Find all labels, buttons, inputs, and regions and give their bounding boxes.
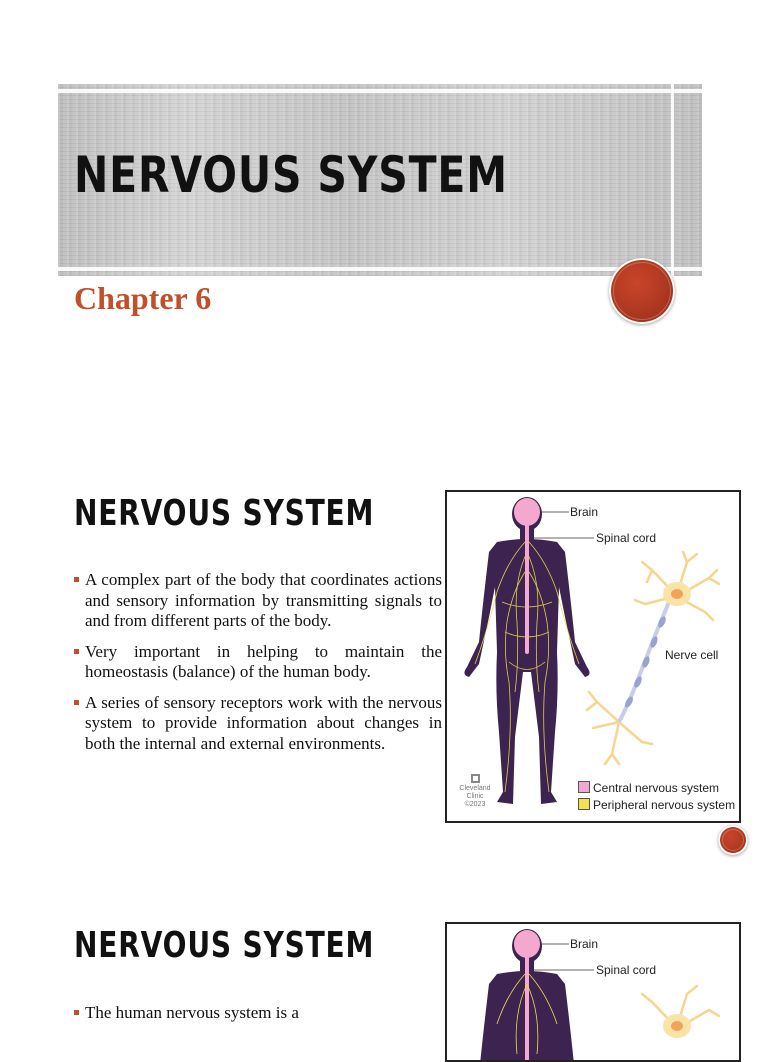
section-heading: NERVOUS SYSTEM [74, 493, 375, 534]
credit-line-1: Cleveland [459, 785, 491, 792]
clinic-logo-icon [471, 774, 480, 783]
label-nerve-cell: Nerve cell [665, 648, 719, 662]
banner-bottom-line [58, 267, 702, 271]
clinic-credit [457, 774, 493, 809]
credit-year: ©2023 [464, 801, 486, 808]
decorative-seal-icon [609, 258, 675, 324]
legend-label-pns: Peripheral nervous system [593, 798, 736, 812]
bullet-item: A complex part of the body that coordinates actions and sensory information by transmitting signals to and from different parts of the body. [74, 570, 442, 632]
credit-line-2: Clinic [466, 793, 484, 800]
legend-swatch-pns [578, 798, 590, 810]
banner-top-line [58, 89, 702, 93]
bullet-item: Very important in helping to maintain the homeostasis (balance) of the human body. [74, 642, 442, 683]
bullet-list [74, 570, 442, 764]
label-spinal-cord: Spinal cord [596, 963, 657, 977]
chapter-subtitle: Chapter 6 [74, 280, 212, 316]
label-spinal-cord: Spinal cord [596, 531, 657, 545]
section-heading: NERVOUS SYSTEM [74, 925, 375, 966]
banner-vertical-line [671, 84, 674, 276]
bullet-list [74, 1003, 442, 1034]
label-brain: Brain [570, 937, 599, 951]
decorative-seal-icon [718, 825, 748, 855]
legend-label-cns: Central nervous system [593, 781, 720, 795]
title-banner [58, 84, 702, 276]
legend-item-cns [578, 781, 719, 795]
label-brain: Brain [570, 505, 599, 519]
legend-item-pns [578, 798, 735, 812]
bullet-item: The human nervous system is a [74, 1003, 442, 1024]
slide-title: NERVOUS SYSTEM [74, 146, 508, 204]
nervous-system-diagram [445, 922, 741, 1062]
nervous-system-diagram [445, 490, 741, 823]
legend-swatch-cns [578, 781, 590, 793]
bullet-item: A series of sensory receptors work with the nervous system to provide information about changes in both the internal and external environments. [74, 693, 442, 755]
